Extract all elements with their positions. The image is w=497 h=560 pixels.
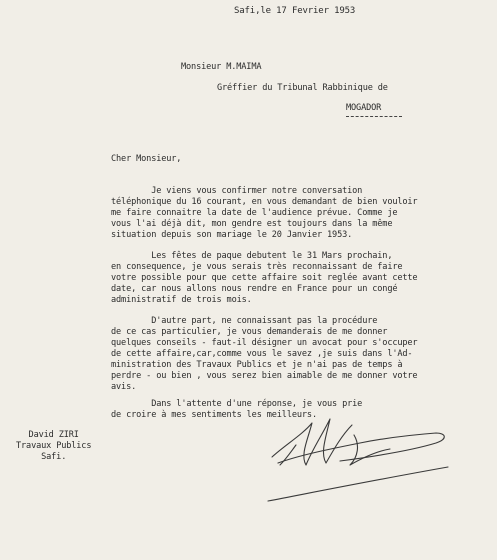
paragraph-line: perdre - ou bien , vous serez bien aimable de me donner votre	[111, 371, 418, 381]
handwritten-signature	[260, 405, 460, 505]
city-underline	[346, 116, 402, 117]
sender-name: David ZIRI	[28, 430, 79, 440]
salutation: Cher Monsieur,	[111, 154, 182, 164]
paragraph-line: Les fêtes de paque debutent le 31 Mars prochain,	[111, 251, 393, 261]
paragraph-line: administratif de trois mois.	[111, 295, 252, 305]
paragraph-line: vous l'ai déjà dit, mon gendre est toujours dans la même	[111, 219, 393, 229]
paragraph-1	[111, 186, 417, 241]
paragraph-line: me faire connaitre la date de l'audience prévue. Comme je	[111, 208, 398, 218]
paragraph-2	[111, 251, 417, 306]
signature-stroke	[272, 419, 352, 465]
sender-org: Travaux Publics	[16, 441, 92, 451]
sender-city: Safi.	[41, 452, 67, 462]
paragraph-line: téléphonique du 16 courant, en vous demandant de bien vouloir	[111, 197, 418, 207]
signature-stroke	[268, 467, 448, 501]
addressee-title: Gréffier du Tribunal Rabbinique de	[217, 83, 388, 93]
paragraph-line: en consequence, je vous serais très reconnaissant de faire	[111, 262, 403, 272]
paragraph-3	[111, 316, 417, 393]
paragraph-line: date, car nous allons nous rendre en France pour un congé	[111, 284, 398, 294]
paragraph-line: quelques conseils - faut-il désigner un avocat pour s'occuper	[111, 338, 418, 348]
sender-block	[16, 430, 91, 463]
addressee-city: MOGADOR	[346, 103, 382, 113]
paragraph-line: situation depuis son mariage le 20 Janvier 1953.	[111, 230, 353, 240]
paragraph-line: de cette affaire,car,comme vous le savez ,je suis dans l'Ad-	[111, 349, 413, 359]
paragraph-line: D'autre part, ne connaissant pas la procédure	[111, 316, 378, 326]
paragraph-line: ministration des Travaux Publics et je n'ai pas de temps à	[111, 360, 403, 370]
paragraph-line: Dans l'attente d'une réponse, je vous prie	[111, 399, 363, 409]
paragraph-line: de ce cas particulier, je vous demanderais de me donner	[111, 327, 388, 337]
addressee-name: Monsieur M.MAIMA	[181, 62, 262, 72]
paragraph-line: avis.	[111, 382, 137, 392]
paragraph-line: de croire à mes sentiments les meilleurs.	[111, 410, 317, 420]
signature-stroke	[350, 435, 390, 465]
paragraph-line: votre possible pour que cette affaire soit reglée avant cette	[111, 273, 418, 283]
date-line: Safi,le 17 Fevrier 1953	[234, 6, 356, 16]
paragraph-line: Je viens vous confirmer notre conversation	[111, 186, 363, 196]
